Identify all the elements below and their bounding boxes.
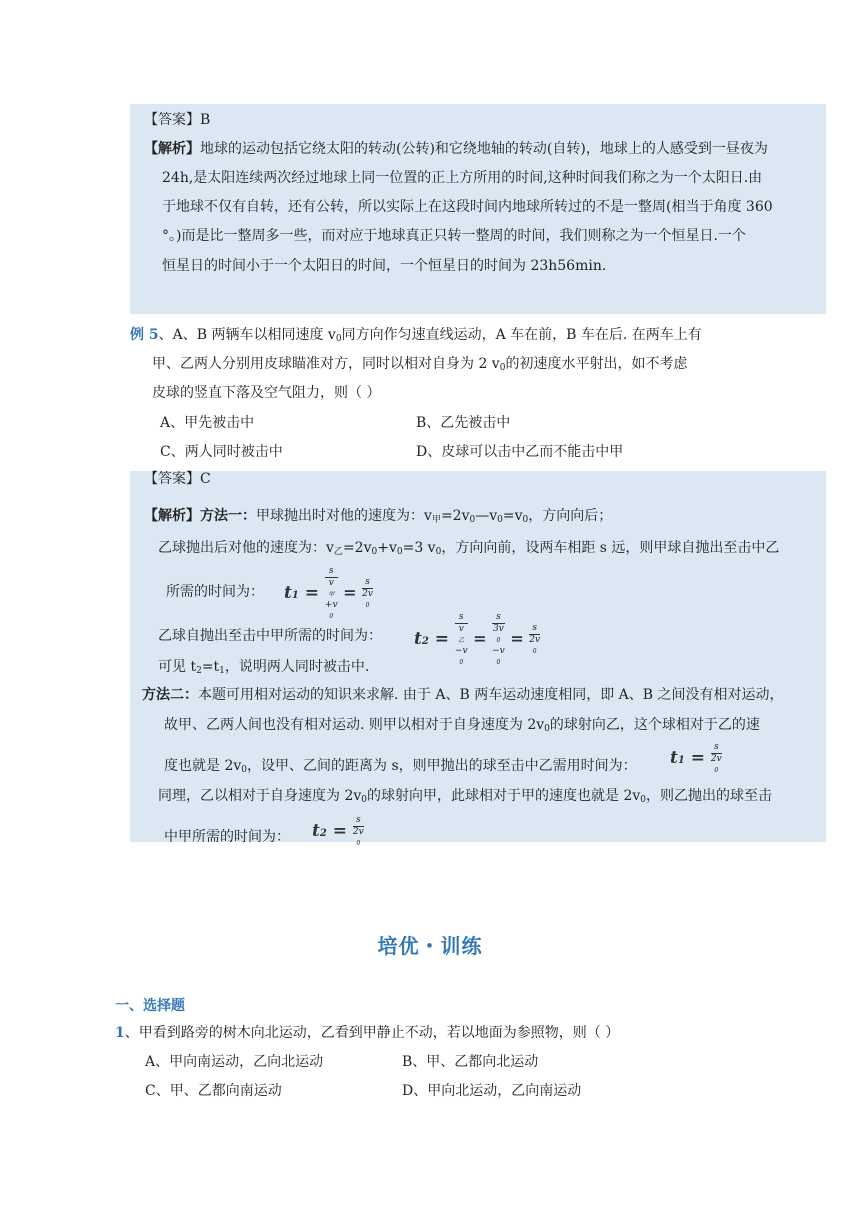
m1-l5-a: 可见 t — [158, 659, 197, 675]
m1-text: 甲球抛出时对他的速度为：v — [256, 508, 432, 524]
analysis-1-line-4: °。)而是比一整周多一些，而对应于地球真正只转一整周的时间，我们则称之为一个恒星日.一个 — [162, 228, 746, 244]
subscript-0: 0 — [497, 515, 503, 525]
formula-t1-a: t1 = s v 甲 +v 0 = s 2v 0 — [284, 566, 373, 620]
method-1-label: 方法一： — [200, 508, 256, 524]
subscript-0: 0 — [371, 547, 378, 557]
formula-t2-b: t2 = s 2v 0 — [312, 815, 364, 847]
m1-text-b: =2v — [440, 508, 470, 524]
analysis-2-line-2 — [158, 538, 779, 562]
q1-option-b: B、甲、乙都向北运动 — [402, 1054, 539, 1070]
example-5-text-2: 同方向作匀速直线运动，A 车在前，B 车在后. 在两车上有 — [341, 327, 702, 343]
example-5-text-3: 甲、乙两人分别用皮球瞄准对方，同时以相对自身为 2 v — [152, 356, 500, 372]
q1-option-d: D、甲向北运动，乙向南运动 — [402, 1083, 582, 1099]
example-5-text-1: 、A、B 两辆车以相同速度 v — [158, 327, 336, 343]
analysis-2-label: 【解析】 — [144, 508, 200, 524]
subscript-0: 0 — [544, 724, 550, 734]
sub-2: 2 — [196, 666, 202, 676]
analysis-1-line-5: 恒星日的时间小于一个太阳日的时间，一个恒星日的时间为 23h56min. — [162, 258, 607, 274]
m2-l4: 同理，乙以相对于自身速度为 2v — [158, 788, 362, 804]
method-2-line-5: 中甲所需的时间为： — [164, 829, 290, 845]
analysis-1-text-1: 地球的运动包括它绕太阳的转动(公转)和它绕地轴的转动(自转)，地球上的人感受到一昼夜为 — [200, 141, 768, 157]
subscript-0: 0 — [335, 334, 342, 344]
m1-l2-e: ，方向向前，设两车相距 s 远，则甲球自抛出至击中乙 — [441, 540, 780, 556]
example-5-line-2 — [152, 354, 687, 378]
m1-l2-b: =2v — [342, 540, 372, 556]
option-b: B、乙先被击中 — [416, 415, 511, 431]
subscript-0: 0 — [435, 547, 442, 557]
subscript-0: 0 — [396, 547, 403, 557]
m2-l1: 本题可用相对运动的知识来求解. 由于 A、B 两车运动速度相同，即 A、B 之间没有相对运动， — [198, 687, 784, 703]
answer-1-value: B — [200, 112, 211, 128]
example-5-line-1 — [130, 325, 702, 349]
analysis-1-line-3: 于地球不仅有自转，还有公转，所以实际上在这段时间内地球所转过的不是一整周(相当于角度 360 — [162, 199, 773, 215]
m2-l2-b: 的球射向乙，这个球相对于乙的速 — [549, 717, 760, 733]
m1-text-d: =v — [502, 508, 523, 524]
analysis-1-line-2: 24h,是太阳连续两次经过地球上同一位置的正上方所用的时间,这种时间我们称之为一个太阳日.由 — [162, 170, 763, 186]
method-2-label: 方法二： — [142, 687, 198, 703]
m1-l2-c: +v — [377, 540, 397, 556]
m1-l2-text: 乙球抛出后对他的速度为：v — [158, 540, 334, 556]
sub-jia: 甲 — [431, 515, 441, 525]
m2-l2: 故甲、乙两人间也没有相对运动. 则甲以相对于自身速度为 2v — [164, 717, 545, 733]
m1-text-c: —v — [475, 508, 498, 524]
question-1-stem — [115, 1023, 619, 1043]
answer-box-2-content — [130, 460, 826, 847]
option-a: A、甲先被击中 — [160, 415, 255, 431]
option-c: C、两人同时被击中 — [160, 444, 283, 460]
option-d: D、皮球可以击中乙而不能击中甲 — [416, 444, 624, 460]
m1-l5-b: =t — [201, 659, 220, 675]
formula-t1-b: t1 = s 2v 0 — [670, 742, 722, 774]
answer-2-value: C — [200, 471, 211, 487]
q1-option-a: A、甲向南运动，乙向北运动 — [145, 1054, 324, 1070]
subscript-0: 0 — [499, 363, 506, 373]
answer-1-label-line — [144, 110, 210, 130]
answer-2-label-line — [144, 469, 211, 489]
analysis-2-line-1 — [144, 506, 612, 530]
example-5-label: 例 5 — [130, 327, 159, 343]
answer-2-label: 【答案】 — [144, 471, 200, 487]
answer-1-label: 【答案】 — [144, 112, 200, 128]
sub-1: 1 — [219, 666, 225, 676]
analysis-2-line-4: 乙球自抛出至击中甲所需的时间为： — [158, 628, 382, 644]
subscript-0: 0 — [522, 515, 529, 525]
subscript-0: 0 — [640, 795, 647, 805]
sub-yi: 乙 — [333, 547, 343, 557]
m2-l4-b: 的球射向甲，此球相对于甲的速度也就是 2v — [367, 788, 641, 804]
question-1-number: 1 — [115, 1025, 125, 1041]
m1-l2-d: =3 v — [402, 540, 436, 556]
formula-t2-a: t2 = s v 乙 −v 0 = s 3v 0 −v 0 = s 2v 0 — [414, 612, 541, 666]
analysis-2-line-5 — [158, 657, 369, 681]
m1-text-e: ，方向向后； — [528, 508, 613, 524]
analysis-2-line-3: 所需的时间为： — [166, 584, 264, 600]
subscript-0: 0 — [469, 515, 476, 525]
analysis-1-label: 【解析】 — [144, 141, 200, 157]
method-2-line-3 — [164, 756, 637, 780]
method-2-line-4 — [158, 786, 772, 810]
q1-option-c: C、甲、乙都向南运动 — [145, 1083, 282, 1099]
method-2-line-1 — [142, 685, 784, 705]
m2-l3-b: ，设甲、乙间的距离为 s，则甲抛出的球至击中乙需用时间为： — [247, 758, 637, 774]
example-5-line-3: 皮球的竖直下落及空气阻力，则（ ） — [152, 385, 381, 401]
m2-l4-c: ，则乙抛出的球至击 — [646, 788, 773, 804]
section-subtitle: 一、选择题 — [115, 998, 185, 1014]
analysis-1-line-1 — [144, 139, 768, 159]
m1-l5-c: ，说明两人同时被击中. — [224, 659, 370, 675]
subscript-0: 0 — [241, 765, 248, 775]
m2-l3: 度也就是 2v — [164, 758, 242, 774]
subscript-0: 0 — [361, 795, 368, 805]
section-title: 培优・训练 — [377, 934, 483, 958]
example-5-text-4: 的初速度水平射出，如不考虑 — [505, 356, 688, 372]
method-2-line-2 — [164, 715, 760, 739]
question-1-text: 、甲看到路旁的树木向北运动，乙看到甲静止不动，若以地面为参照物，则（ ） — [124, 1025, 620, 1041]
